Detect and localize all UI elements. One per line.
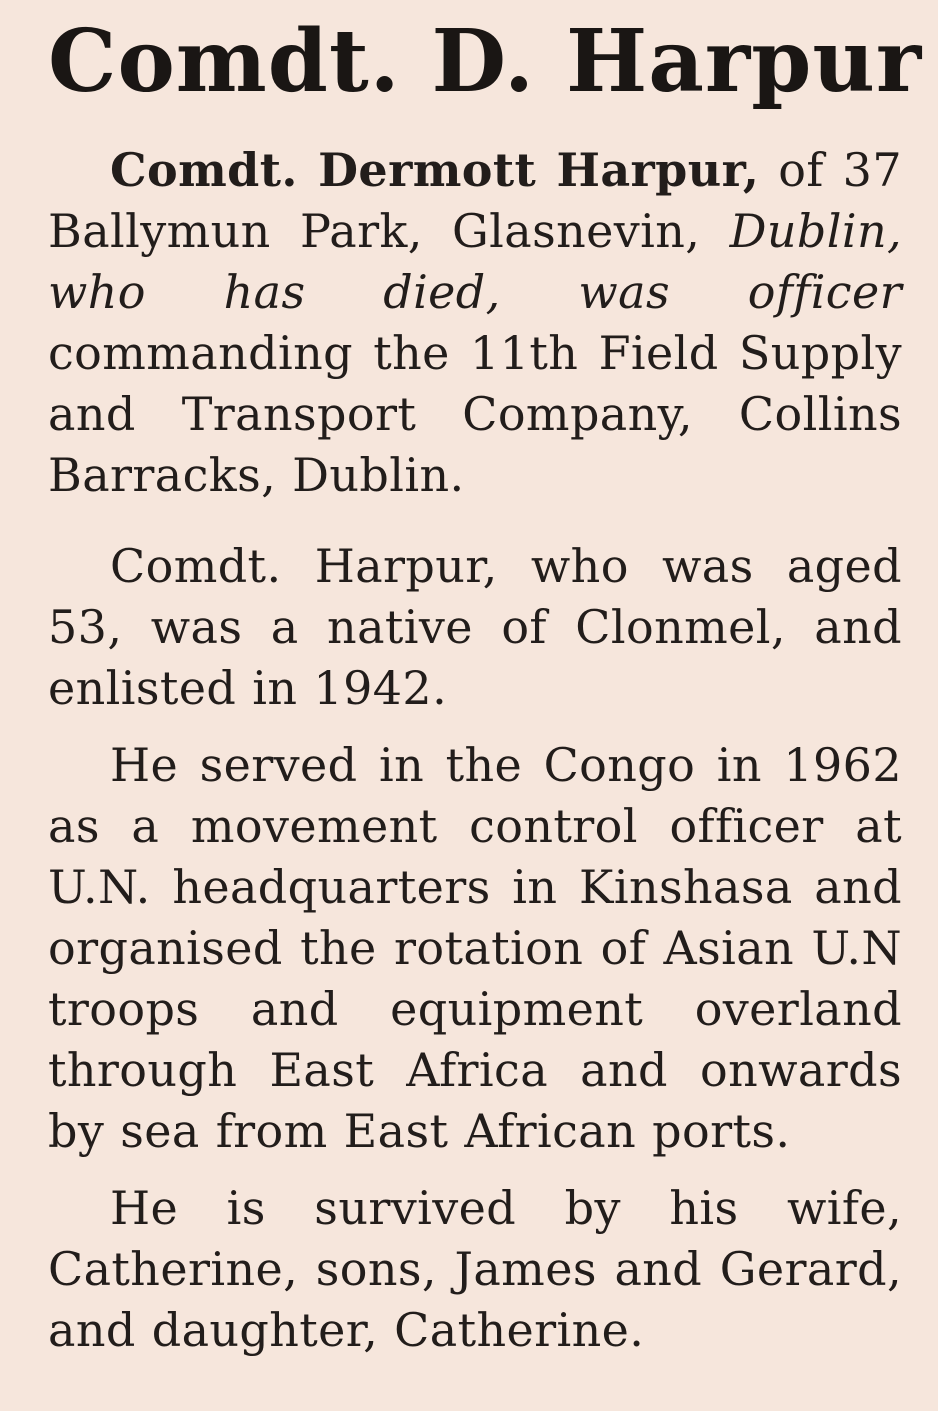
paragraph-congo-service: He served in the Congo in 1962 as a movement control officer at U.N. headquarters in Kinshasa and organised the rotation of Asian U.N troops and equipment overland through East Africa and onwards by sea from East African ports. [48,738,902,1158]
paragraph-intro-text-b: commanding the 11th Field Supply and Transport Company, Collins Barracks, Dublin. [48,326,902,502]
paragraph-lead-name: Comdt. Dermott Harpur, [110,143,760,197]
paragraph-intro-italic: Dublin, who has died, was officer [48,204,902,319]
paragraph-survivors: He is survived by his wife, Catherine, sons, James and Gerard, and daughter, Catherine. [48,1181,902,1357]
paragraph-intro [48,140,902,506]
paragraph-age-origin: Comdt. Harpur, who was aged 53, was a native of Clonmel, and enlisted in 1942. [48,539,902,715]
paragraph-intro-text-a: of 37 Ballymun Park, Glasnevin, [48,143,902,258]
headline: Comdt. D. Harpur [48,11,923,112]
